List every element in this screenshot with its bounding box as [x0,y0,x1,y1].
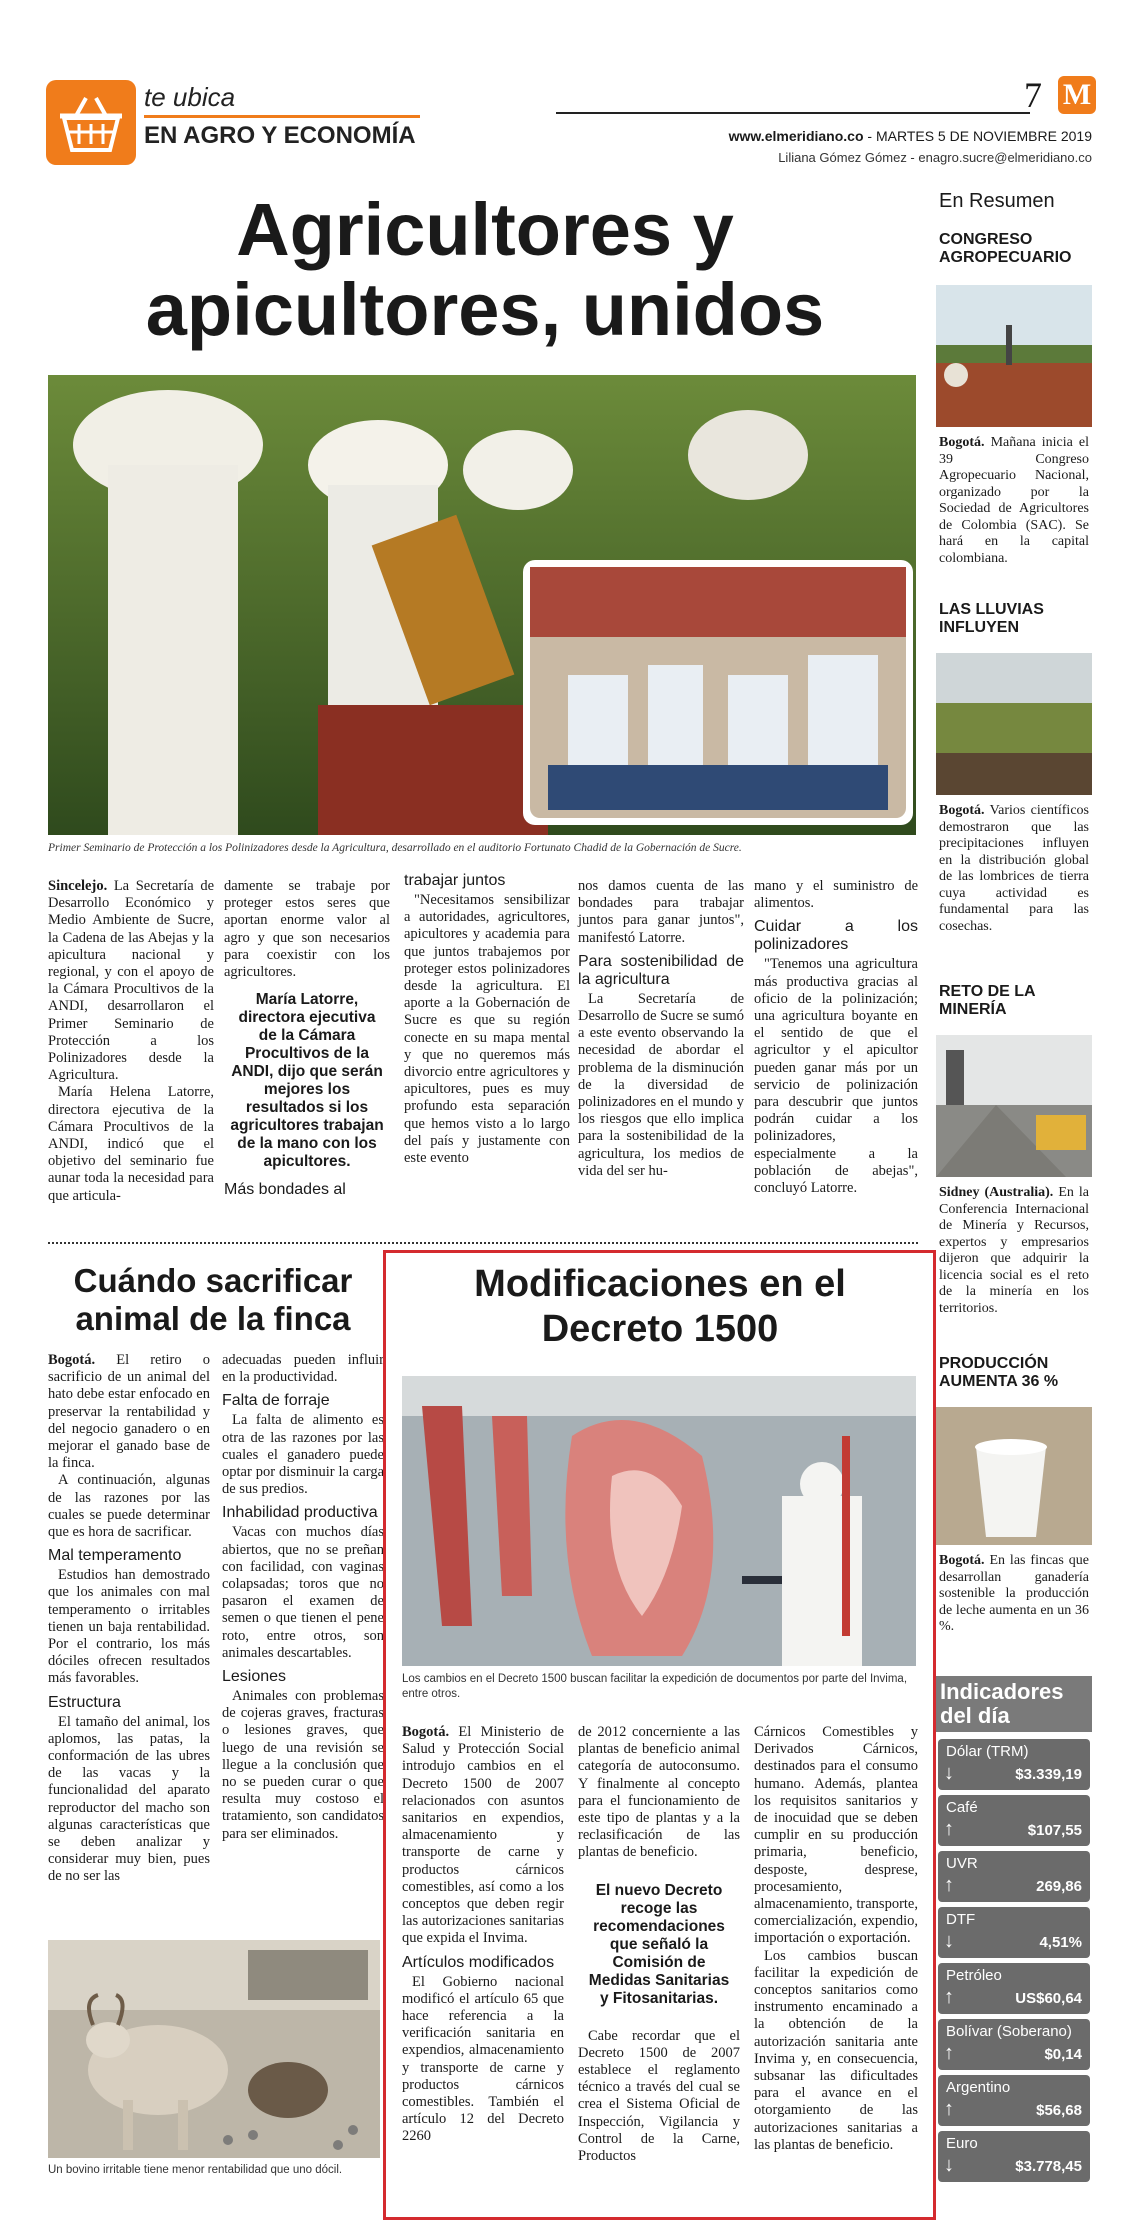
sidebar-heading: PRODUCCIÓN AUMENTA 36 % [939,1355,1059,1390]
paragraph: damente se trabaje por proteger estos seres que aportan enorme valor al agro y que son necesarios para coexistir con los agricultores. [224,878,390,981]
indicator-value: US$60,64 [1015,1990,1082,2007]
sidebar-text [939,1553,1089,1636]
meat-plant-photo [402,1376,916,1666]
section-logo [46,80,136,165]
paragraph: Animales con problemas de cojeras graves, fracturas o lesiones graves, que luego de una revisión se llegue a la conclusión que no se pueden curar o que resulta muy costoso el tratamiento, son candidatos para ser eliminados. [222,1688,384,1842]
left-col-2 [222,1352,384,1843]
section-tag-main: EN AGRO Y ECONOMÍA [144,122,416,149]
author-line: Liliana Gómez Gómez - enagro.sucre@elmeridiano.co [778,150,1092,165]
meat-plant-caption: Los cambios en el Decreto 1500 buscan facilitar la expedición de documentos por parte del Invima, entre otros. [402,1673,908,1700]
sidebar [936,183,1092,2228]
paragraph: "Necesitamos sensibilizar a autoridades, agricultores, apicultores y academia para que juntos trabajemos por proteger estos polinizadores desde la agricultura. El aporte a la Gobernación de Sucre es que su región conecte en su mapa mental y que no queremos más divorcio entre agricultores y apicultores, pues es muy profundo esta separación que hemos visto a lo largo del país y justamente con este evento [404,892,570,1167]
arrow-up-icon: ↑ [944,2042,954,2064]
left-col-1 [48,1352,210,1886]
subheading: Más bondades al [224,1181,346,1199]
arrow-up-icon: ↑ [944,1874,954,1896]
section-underline [144,115,420,118]
main-col-2 [224,878,390,1201]
brand-logo: M [1058,76,1096,114]
dateline-lead: Bogotá. [48,1352,96,1368]
sidebar-text [939,435,1089,567]
paragraph: El Ministerio de Salud y Protección Social introdujo cambios en el Decreto 1500 de 2007 relacionados con asuntos sanitarios en expendios, almacenamiento y transporte de carne y productos cárnicos comestibles, así como a los conceptos que deben regir las autorizaciones sanitarias que expida el Invima. [402,1724,564,1947]
paragraph: La falta de alimento es otra de las razones por las cuales el ganadero puede optar por disminuir la carga de sus predios. [222,1412,384,1498]
subheading: Falta de forraje [222,1392,330,1410]
dateline-lead: Bogotá. [939,435,985,450]
date-text: - MARTES 5 DE NOVIEMBRE 2019 [863,128,1092,144]
sidebar-photo-rain [936,653,1092,795]
page-number: 7 [1024,75,1042,115]
arrow-down-icon: ↓ [944,2154,954,2176]
indicator-card [938,2019,1090,2070]
dateline-lead: Sidney (Australia). [939,1185,1054,1200]
main-col-1 [48,878,214,1205]
indicator-value: 4,51% [1039,1934,1082,1951]
paragraph: "Tenemos una agricultura más productiva gracias al oficio de la polinización; una agricultura boyante en el sentido de que el agricultor y el apicultor pueden ganar más por un servicio de polinización para descubrir que juntos podrán cuidar a los polinizadores, especialmente a la población de abejas", concluyó Latorre. [754,956,918,1197]
indicator-name: Euro [946,2135,978,2152]
arrow-up-icon: ↑ [944,1986,954,2008]
indicator-card [938,1963,1090,2014]
paragraph: Estudios han demostrado que los animales con mal temperamento o irritables tienen un baja rentabilidad. Por el contrario, los más dóciles ofrecen resultados más favorables. [48,1567,210,1687]
indicator-value: $3.339,19 [1015,1766,1082,1783]
indicator-name: DTF [946,1911,976,1928]
subheading: Estructura [48,1693,121,1711]
sidebar-heading: RETO DE LA MINERÍA [939,983,1036,1018]
arrow-down-icon: ↓ [944,1762,954,1784]
paragraph: María Helena Latorre, directora ejecutiva de la Cámara Procultivos de la ANDI, indicó que el objetivo del seminario fue aunar toda la necesidad para que articula- [48,1084,214,1204]
indicator-name: Bolívar (Soberano) [946,2023,1072,2040]
paragraph: La Secretaría de Desarrollo de Sucre se sumó a este evento observando la necesidad de abordar el problema de la disminución de la diversidad de polinizadores en el mundo y los riesgos que ello implica para la sostenibilidad de la agricultura, los medios de vida del ser hu- [578,990,744,1179]
dateline-lead: Bogotá. [939,803,985,818]
decree-headline: Modificaciones en el Decreto 1500 [474,1263,846,1350]
decree-col-3 [754,1724,918,2154]
sidebar-photo-milk [936,1407,1092,1545]
paragraph: nos damos cuenta de las bondades para trabajar juntos para ganar juntos", manifestó Latorre. [578,878,744,946]
main-col-4 [578,878,744,1180]
site-url[interactable]: www.elmeridiano.co [728,128,864,144]
paragraph: Cabe recordar que el Decreto 1500 de 2007 establece el reglamento técnico a través del cual se crea el Sistema Oficial de Inspección, Vigilancia y Control de la Carne, Productos [578,2027,740,2165]
indicator-value: 269,86 [1036,1878,1082,1895]
main-photo-caption: Primer Seminario de Protección a los Polinizadores desde la Agricultura, desarrollado en el auditorio Fortunato Chadid de la Gobernación de Sucre. [48,842,742,854]
sidebar-title: En Resumen [939,190,1055,212]
dateline-lead: Bogotá. [939,1553,985,1568]
indicators-title: Indicadores del día [936,1676,1092,1732]
indicator-card [938,1851,1090,1902]
sidebar-heading: CONGRESO AGROPECUARIO [939,231,1072,266]
dateline-lead: Bogotá. [402,1724,450,1740]
indicator-name: Petróleo [946,1967,1002,1984]
indicator-card [938,1907,1090,1958]
subheading: Para sostenibilidad de la agricultura [578,952,744,988]
pull-quote: María Latorre, directora ejecutiva de la Cámara Procultivos de la ANDI, dijo que serán mejores los resultados si los agricultores trabajan de la mano con los apicultores. [230,991,384,1171]
indicator-name: Café [946,1799,978,1816]
dateline [729,128,1092,144]
indicator-value: $0,14 [1044,2046,1082,2063]
pull-quote: El nuevo Decreto recoge las recomendaciones que señaló la Comisión de Medidas Sanitarias y Fitosanitarias. [588,1881,730,2007]
main-headline: Agricultores y apicultores, unidos [145,188,825,351]
basket-icon [46,80,136,165]
arrow-down-icon: ↓ [944,1930,954,1952]
sidebar-photo-congress [936,285,1092,427]
indicator-card [938,2131,1090,2182]
arrow-up-icon: ↑ [944,2098,954,2120]
cattle-photo-caption: Un bovino irritable tiene menor rentabilidad que uno dócil. [48,2164,343,2176]
subheading: Inhabilidad productiva [222,1504,378,1522]
section-tag-top: te ubica [144,82,236,112]
paragraph: mano y el suministro de alimentos. [754,878,918,912]
indicator-value: $56,68 [1036,2102,1082,2119]
decree-col-1 [402,1724,564,2146]
paragraph: El retiro o sacrificio de un animal del hato debe estar enfocado en preservar la rentabilidad y del negocio ganadero o en mejorar el ganado base de la finca. [48,1352,210,1472]
indicator-name: Argentino [946,2079,1011,2096]
paragraph: El Gobierno nacional modificó el artículo 65 que hace referencia a la verificación sanitaria en expendios, almacenamiento y transporte de carne y productos cárnicos comestibles. También el artículo 12 del Decreto 2260 [402,1973,564,2145]
paragraph: Vacas con muchos días abiertos, que no se preñan con facilidad, con vaginas colapsadas; toros que no pasaron el examen de semen o que tienen el pene roto, entre otros, son animales descartables. [222,1524,384,1661]
paragraph: Los cambios buscan facilitar la expedición de conceptos sanitarios como instrumento encaminado a la obtención de la autorización sanitaria ante Invima y, en consecuencia, subsanar las dificultades para el avance en el otorgamiento de las autorizaciones sanitarias a las plantas de beneficio. [754,1947,918,2153]
indicator-card [938,1739,1090,1790]
paragraph: Mañana inicia el 39 Congreso Agropecuario Nacional, organizado por la Sociedad de Agricultores de Colombia (SAC). Se hará en la capital colombiana. [939,435,1089,566]
indicator-card [938,1795,1090,1846]
paragraph: de 2012 concerniente a las plantas de beneficio animal categoría de autoconsumo. Y finalmente al concepto para el funcionamiento de este tipo de plantas y a la reclasificación de las plantas de beneficio. [578,1724,740,1861]
indicator-name: Dólar (TRM) [946,1743,1029,1760]
subheading: Artículos modificados [402,1953,555,1971]
main-col-3 [404,872,570,1167]
sidebar-photo-mining [936,1035,1092,1177]
indicators-list [938,1739,1090,2187]
decree-col-2 [578,1724,740,2165]
subheading: Mal temperamento [48,1547,182,1565]
left-story-headline: Cuándo sacrificar animal de la finca [73,1262,353,1337]
cattle-photo [48,1940,380,2158]
sidebar-text [939,803,1089,935]
header-rule [556,112,1030,114]
paragraph: Varios científicos demostraron que las precipitaciones influyen en la distribución global de las lombrices de tierra cuya actividad es fundamental para las cosechas. [939,803,1089,934]
subheading: Cuidar a los polinizadores [754,918,918,954]
indicator-name: UVR [946,1855,978,1872]
indicator-value: $107,55 [1027,1822,1082,1839]
sidebar-heading: LAS LLUVIAS INFLUYEN [939,601,1044,636]
indicator-card [938,2075,1090,2126]
subheading: Lesiones [222,1668,287,1686]
subheading: trabajar juntos [404,872,506,889]
indicator-value: $3.778,45 [1015,2158,1082,2175]
paragraph: adecuadas pueden influir en la productividad. [222,1352,384,1386]
paragraph: La Secretaría de Desarrollo Económico y Medio Ambiente de Sucre, la Cadena de las Abejas y la apicultura nacional y regional, y con el apoyo de la Cámara Procultivos de la ANDI, desarrollaron el Primer Seminario de Protección a los Polinizadores desde la Agricultura. [48,878,214,1084]
main-photo [48,375,916,835]
paragraph: El tamaño del animal, los aplomos, las patas, la conformación de las ubres de las vacas y la funcionalidad del aparato reproductor del macho son algunas características que se deben analizar y considerar muy bien, pues de no ser las [48,1713,210,1885]
paragraph: En las fincas que desarrollan ganadería sostenible la producción de leche aumenta en un 36 %. [939,1553,1089,1634]
main-col-5 [754,878,918,1197]
sidebar-text [939,1185,1089,1317]
dateline-lead: Sincelejo. [48,878,108,894]
paragraph: A continuación, algunas de las razones por las cuales se puede determinar que es hora de sacrificar. [48,1472,210,1541]
section-divider [48,1242,918,1244]
paragraph: En la Conferencia Internacional de Minería y Recursos, expertos y empresarios dijeron que adquirir la licencia social es el reto de la minería en los territorios. [939,1185,1089,1316]
paragraph: Cárnicos Comestibles y Derivados Cárnicos, destinados para el consumo humano. Además, plantea los requisitos sanitarios y de inocuidad que se deben cumplir en su producción primaria, beneficio, desposte, desprese, procesamiento, almacenamiento, transporte, comercialización, expendio, importación o exportación. [754,1724,918,1947]
arrow-up-icon: ↑ [944,1818,954,1840]
